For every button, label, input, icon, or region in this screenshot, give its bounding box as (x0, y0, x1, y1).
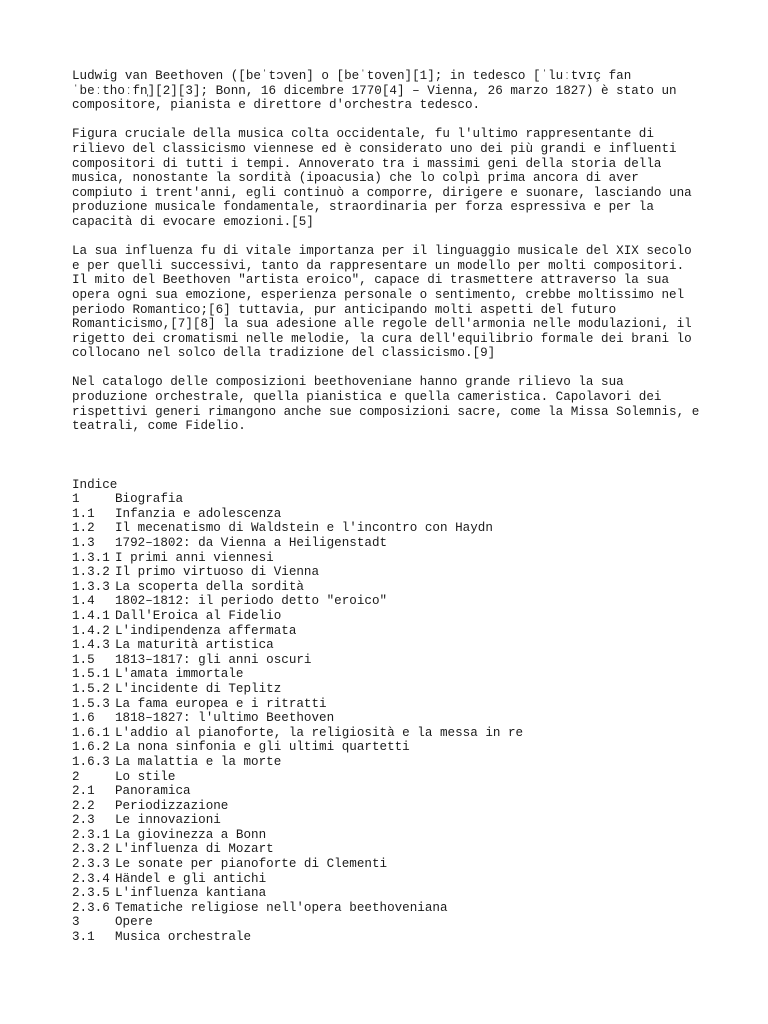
toc-entry-number: 1.3 (72, 536, 95, 550)
paragraph-line: opera ogni sua emozione, esperienza personale o sentimento, crebbe moltissimo nel (72, 287, 685, 302)
toc-entry-title: La scoperta della sordità (115, 579, 304, 594)
document-page (72, 69, 732, 945)
toc-entry-number: 1.4.1 (72, 608, 110, 623)
toc-entry-title: L'addio al pianoforte, la religiosità e la messa in re (115, 725, 524, 740)
toc-entry (72, 799, 732, 814)
paragraph-line: produzione musicale fondamentale, straordinaria per forza espressiva e per la (72, 200, 654, 215)
toc-entry-title: Periodizzazione (115, 798, 229, 813)
toc-entry (72, 857, 732, 872)
toc-entry-number: 2.3.5 (72, 886, 110, 901)
toc-entry (72, 551, 732, 566)
paragraph-line: produzione orchestrale, quella pianistica e quella cameristica. Capolavori dei (72, 390, 662, 405)
toc-entry-title: Lo stile (115, 769, 176, 784)
table-of-contents (72, 478, 732, 945)
toc-entry (72, 740, 732, 755)
toc-entry-number: 2.2 (72, 798, 95, 813)
paragraph-3 (72, 244, 732, 361)
toc-entry-title: 1792–1802: da Vienna a Heiligenstadt (115, 536, 388, 550)
toc-entry-number: 2.3.2 (72, 842, 110, 857)
toc-entry-title: L'amata immortale (115, 667, 244, 682)
toc-entry (72, 784, 732, 799)
toc-entry-title: L'indipendenza affermata (115, 623, 297, 638)
toc-entry-title: L'incidente di Teplitz (115, 681, 282, 696)
toc-entry (72, 653, 732, 668)
toc-entry-title: Biografia (115, 492, 184, 507)
toc-entry-number: 1.4.3 (72, 638, 110, 653)
toc-entry (72, 565, 732, 580)
paragraph-line: Figura cruciale della musica colta occidentale, fu l'ultimo rappresentante di (72, 127, 654, 142)
paragraph-2 (72, 127, 732, 229)
toc-entry-title: Il primo virtuoso di Vienna (115, 565, 320, 580)
toc-entry (72, 594, 732, 609)
paragraph-line: compositori di tutti i tempi. Annoverato tra i massimi geni della storia della (72, 156, 662, 171)
toc-entry (72, 828, 732, 843)
paragraph-line: rilievo del classicismo viennese ed è considerato uno dei più grandi e influenti (72, 141, 677, 156)
toc-entry (72, 726, 732, 741)
toc-entry-title: La fama europea e i ritratti (115, 696, 327, 711)
toc-entry-title: Händel e gli antichi (115, 871, 267, 886)
toc-entry-number: 1.4 (72, 594, 95, 609)
toc-entry-number: 1.5.2 (72, 681, 110, 696)
toc-entry-number: 2.3.1 (72, 827, 110, 842)
paragraph-4 (72, 375, 732, 433)
toc-entry-number: 2.3.4 (72, 871, 110, 886)
toc-entry-number: 1.3.1 (72, 550, 110, 565)
toc-entry (72, 770, 732, 785)
toc-entry (72, 842, 732, 857)
toc-entry (72, 667, 732, 682)
toc-entry-title: Musica orchestrale (115, 930, 252, 945)
toc-entry-title: Panoramica (115, 784, 191, 799)
paragraph-line: Ludwig van Beethoven ([beˈtɔven] o [beˈtoven][1]; in tedesco [ˈluːtvɪç fan (72, 69, 632, 83)
toc-entry-title: L'influenza di Mozart (115, 842, 274, 857)
paragraph-line: periodo Romantico;[6] tuttavia, pur anticipando molti aspetti del futuro (72, 302, 617, 317)
toc-entry-number: 1.4.2 (72, 623, 110, 638)
toc-entry (72, 536, 732, 551)
intro-paragraphs (72, 69, 732, 434)
toc-entry (72, 580, 732, 595)
toc-entry-title: 1802–1812: il periodo detto "eroico" (115, 594, 388, 609)
paragraph-line: La sua influenza fu di vitale importanza per il linguaggio musicale del XIX secolo (72, 244, 692, 259)
toc-list (72, 492, 732, 944)
toc-entry (72, 886, 732, 901)
toc-entry-number: 1.5.1 (72, 667, 110, 682)
paragraph-line: musica, nonostante la sordità (ipoacusia) che lo colpì prima ancora di aver (72, 171, 639, 186)
toc-entry-title: 1818–1827: l'ultimo Beethoven (115, 711, 335, 726)
toc-entry-title: Infanzia e adolescenza (115, 506, 282, 521)
toc-entry-title: La giovinezza a Bonn (115, 827, 267, 842)
toc-entry-title: Tematiche religiose nell'opera beethoveniana (115, 900, 448, 915)
toc-entry-number: 2.3.3 (72, 857, 110, 872)
toc-entry-number: 1.3.2 (72, 565, 110, 580)
toc-entry-title: Il mecenatismo di Waldstein e l'incontro con Haydn (115, 521, 493, 536)
toc-entry (72, 901, 732, 916)
toc-entry-number: 1.6 (72, 711, 95, 726)
paragraph-line: collocano nel solco della tradizione del classicismo.[9] (72, 346, 496, 361)
toc-entry (72, 682, 732, 697)
toc-entry (72, 521, 732, 536)
toc-entry-number: 1.5 (72, 652, 95, 667)
toc-entry-title: Le innovazioni (115, 813, 221, 828)
toc-entry (72, 697, 732, 712)
toc-entry (72, 492, 732, 507)
toc-heading: Indice (72, 477, 118, 492)
paragraph-line: compiuto i trent'anni, egli continuò a comporre, dirigere e suonare, lasciando una (72, 185, 692, 200)
toc-entry-number: 2.1 (72, 784, 95, 799)
toc-entry-title: Dall'Eroica al Fidelio (115, 608, 282, 623)
toc-entry-number: 1.6.3 (72, 754, 110, 769)
toc-entry-number: 1.1 (72, 506, 95, 521)
toc-entry-title: La maturità artistica (115, 638, 274, 653)
toc-entry-number: 1.3.3 (72, 579, 110, 594)
section-spacer (72, 448, 732, 477)
toc-entry-number: 2.3 (72, 813, 95, 828)
paragraph-line: rigetto dei cromatismi nelle melodie, la cura dell'equilibrio formale dei brani lo (72, 331, 692, 346)
toc-entry-title: La malattia e la morte (115, 754, 282, 769)
toc-entry-number: 1.6.2 (72, 740, 110, 755)
toc-entry (72, 507, 732, 522)
toc-entry (72, 915, 732, 930)
toc-entry-title: Le sonate per pianoforte di Clementi (115, 857, 388, 872)
paragraph-line: rispettivi generi rimangono anche sue composizioni sacre, come la Missa Solemnis, e (72, 404, 700, 419)
toc-entry-number: 3 (72, 915, 80, 930)
toc-entry (72, 930, 732, 945)
toc-entry-number: 1 (72, 492, 80, 507)
toc-entry (72, 624, 732, 639)
toc-entry (72, 638, 732, 653)
toc-entry-number: 3.1 (72, 930, 95, 945)
toc-entry (72, 872, 732, 887)
paragraph-line: Il mito del Beethoven "artista eroico", capace di trasmettere attraverso la sua (72, 273, 670, 288)
toc-entry (72, 711, 732, 726)
toc-entry (72, 813, 732, 828)
toc-entry (72, 755, 732, 770)
toc-entry (72, 609, 732, 624)
toc-entry-title: I primi anni viennesi (115, 550, 274, 565)
paragraph-line: compositore, pianista e direttore d'orchestra tedesco. (72, 98, 481, 113)
paragraph-line: Nel catalogo delle composizioni beethoveniane hanno grande rilievo la sua (72, 375, 624, 390)
toc-entry-number: 1.6.1 (72, 725, 110, 740)
toc-entry-title: Opere (115, 915, 153, 930)
paragraph-line: ˈbeːthoːfn̩][2][3]; Bonn, 16 dicembre 1770[4] – Vienna, 26 marzo 1827) è stato un (72, 83, 677, 98)
toc-entry-title: La nona sinfonia e gli ultimi quartetti (115, 740, 410, 755)
toc-entry-number: 2 (72, 769, 80, 784)
toc-entry-title: 1813–1817: gli anni oscuri (115, 652, 312, 667)
paragraph-1 (72, 69, 732, 113)
paragraph-line: teatrali, come Fidelio. (72, 419, 246, 434)
paragraph-line: Romanticismo,[7][8] la sua adesione alle regole dell'armonia nelle modulazioni, il (72, 317, 692, 332)
paragraph-line: capacità di evocare emozioni.[5] (72, 214, 314, 229)
toc-entry-number: 1.5.3 (72, 696, 110, 711)
toc-entry-title: L'influenza kantiana (115, 886, 267, 901)
toc-entry-number: 1.2 (72, 521, 95, 536)
paragraph-line: e per quelli successivi, tanto da rappresentare un modello per molti compositori. (72, 258, 685, 273)
toc-entry-number: 2.3.6 (72, 900, 110, 915)
